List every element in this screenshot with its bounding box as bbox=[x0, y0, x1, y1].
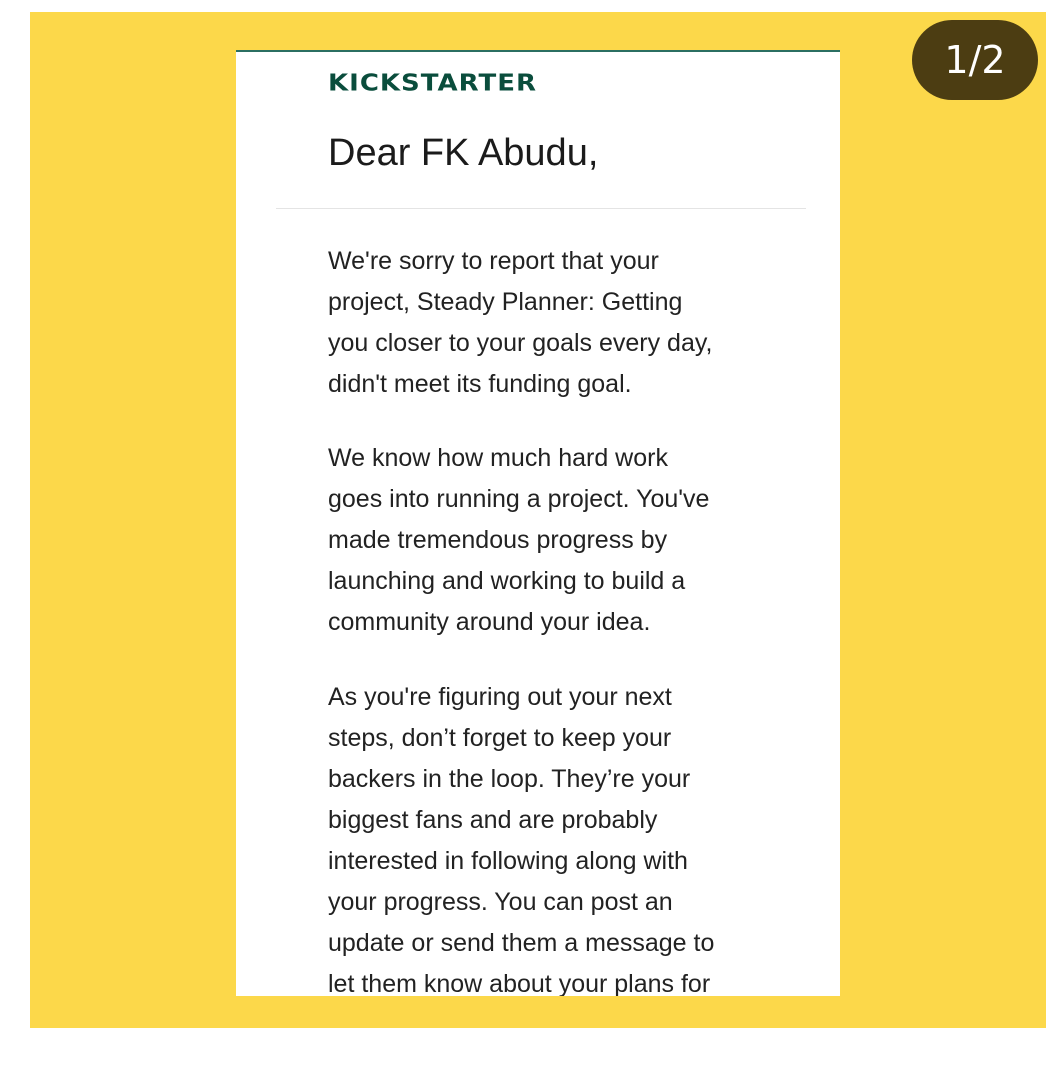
paragraph-line: you closer to your goals every day, bbox=[328, 329, 713, 357]
paragraph-line: let them know about your plans for bbox=[328, 970, 711, 996]
paragraph-line: update or send them a message to bbox=[328, 929, 715, 957]
paragraph-line: community around your idea. bbox=[328, 608, 651, 636]
paragraph-line: backers in the loop. They’re your bbox=[328, 765, 691, 793]
email-greeting: Dear FK Abudu, bbox=[328, 132, 599, 174]
header-divider bbox=[276, 208, 806, 209]
paragraph-line: steps, don’t forget to keep your bbox=[328, 724, 672, 752]
image-counter-badge: 1/2 bbox=[912, 20, 1038, 100]
paragraph-line: project, Steady Planner: Getting bbox=[328, 288, 683, 316]
paragraph-line: didn't meet its funding goal. bbox=[328, 370, 632, 398]
paragraph-line: interested in following along with bbox=[328, 847, 688, 875]
paragraph-line: We know how much hard work bbox=[328, 444, 668, 472]
email-paragraph-2 bbox=[328, 438, 768, 643]
paragraph-line: We're sorry to report that your bbox=[328, 247, 659, 275]
email-paragraph-3 bbox=[328, 677, 768, 996]
paragraph-line: goes into running a project. You've bbox=[328, 485, 710, 513]
paragraph-line: made tremendous progress by bbox=[328, 526, 668, 554]
paragraph-line: biggest fans and are probably bbox=[328, 806, 658, 834]
email-card bbox=[236, 50, 840, 996]
paragraph-line: As you're figuring out your next bbox=[328, 683, 672, 711]
paragraph-line: launching and working to build a bbox=[328, 567, 686, 595]
email-paragraph-1 bbox=[328, 241, 768, 405]
paragraph-line: your progress. You can post an bbox=[328, 888, 673, 916]
kickstarter-logo: KICKSTARTER bbox=[328, 70, 537, 97]
